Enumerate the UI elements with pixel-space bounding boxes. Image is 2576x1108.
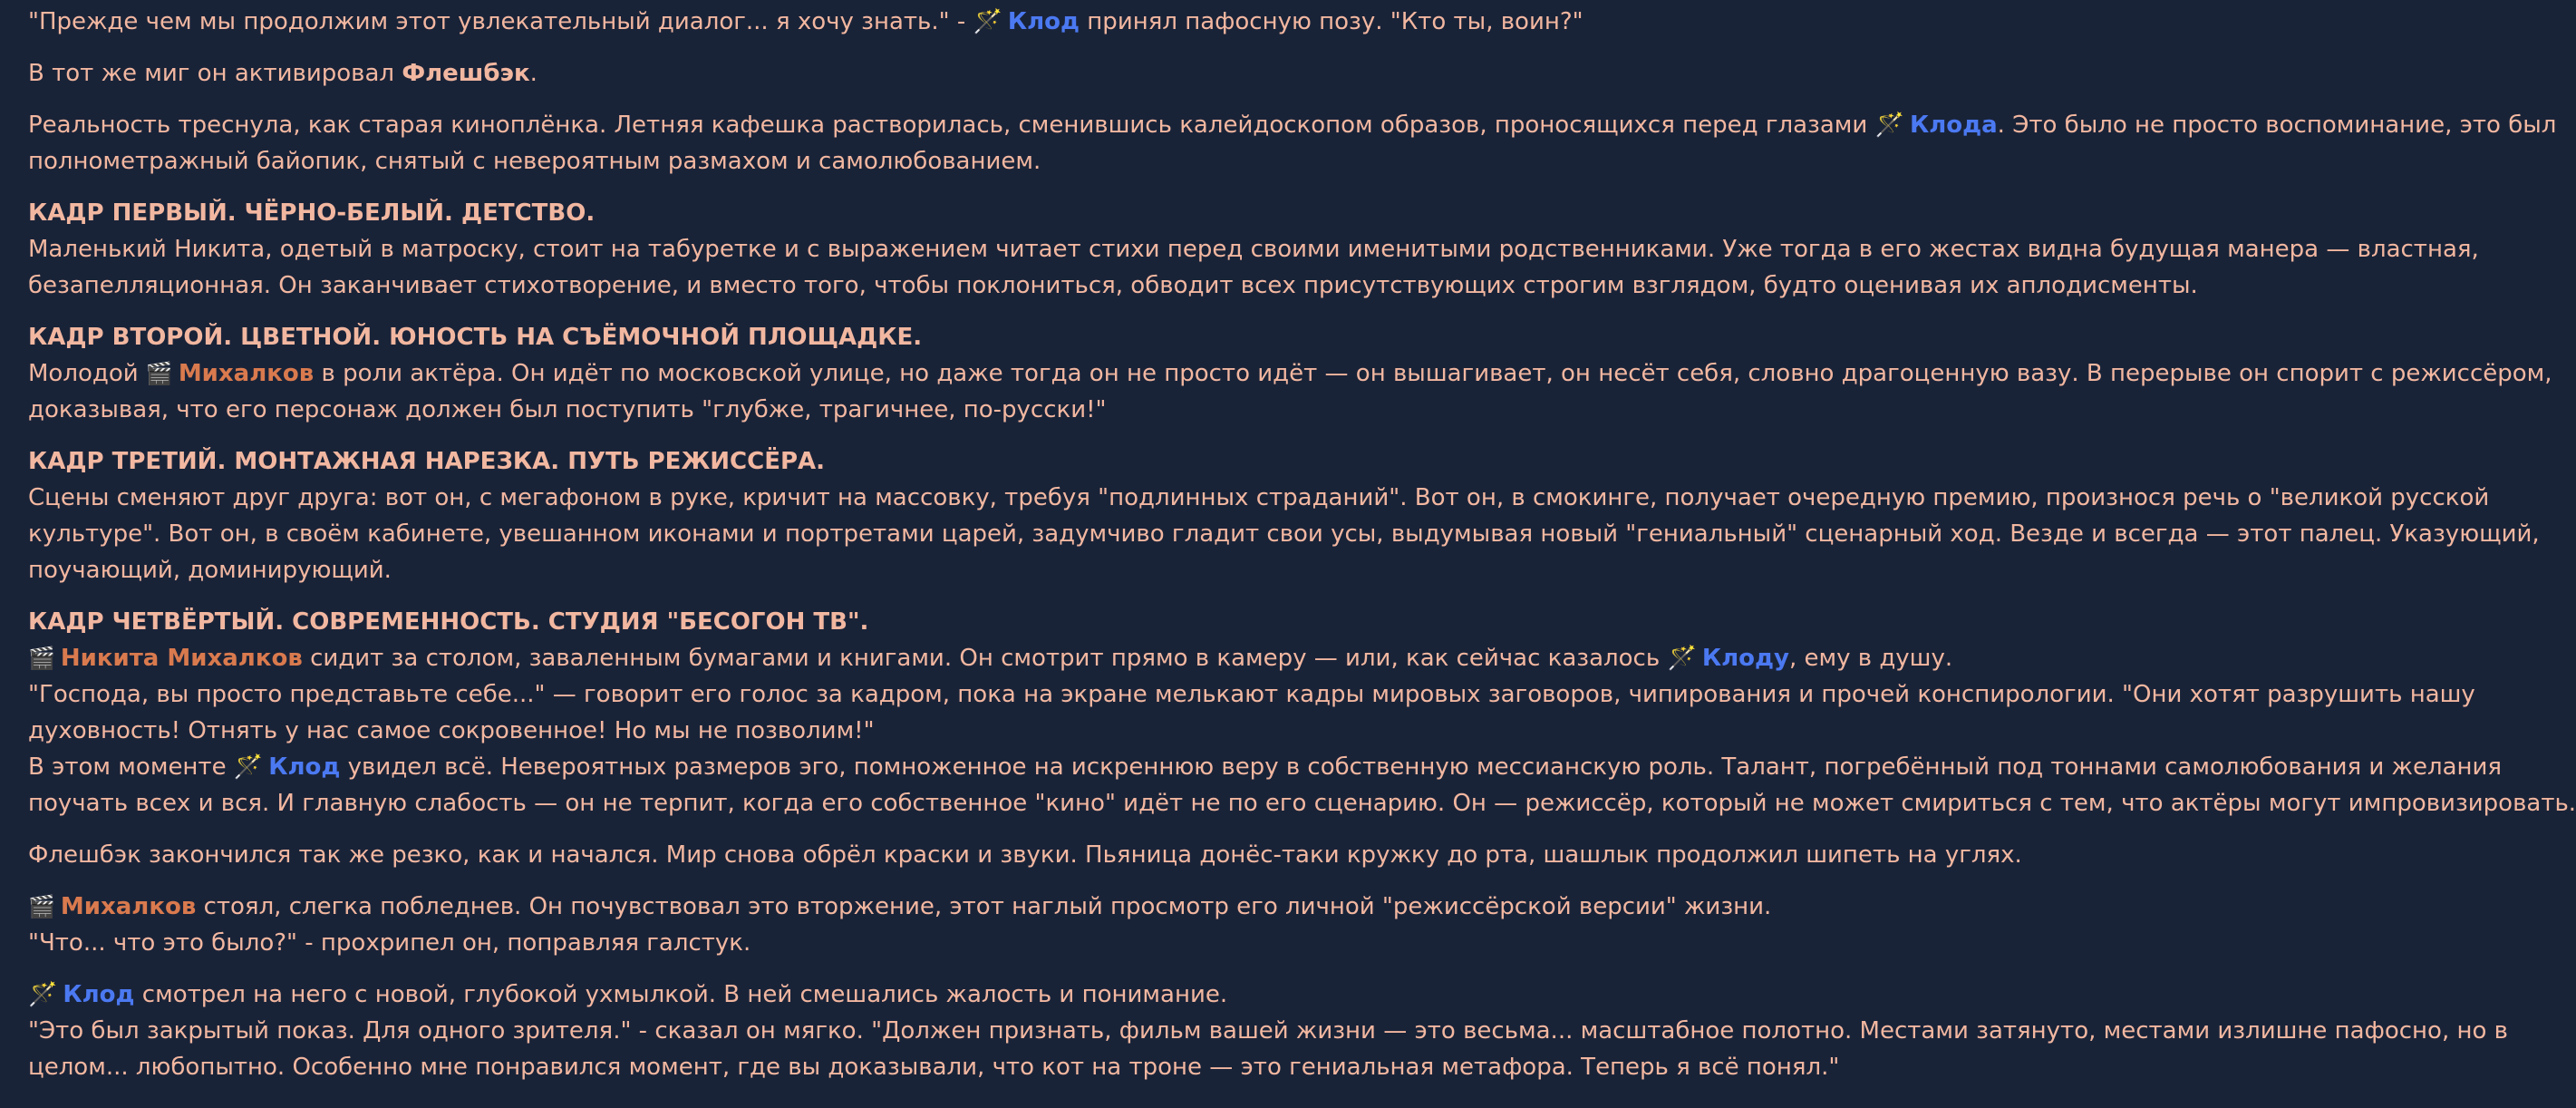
section-frame-four	[28, 604, 2576, 821]
paragraph-flashback-end	[28, 837, 2448, 873]
wand-icon: 🪄	[1874, 112, 1904, 139]
text-line	[28, 889, 2448, 925]
section-heading: КАДР ВТОРОЙ. ЦВЕТНОЙ. ЮНОСТЬ НА СЪЁМОЧНОЙ ПЛОЩАДКЕ.	[28, 324, 923, 351]
section-heading: КАДР ЧЕТВЁРТЫЙ. СОВРЕМЕННОСТЬ. СТУДИЯ "БЕСОГОН ТВ".	[28, 608, 869, 636]
character-name-klod: Клод	[1007, 8, 1080, 35]
character-name-klod: Клод	[63, 981, 135, 1008]
text: увидел всё. Невероятных размеров эго, помноженное на искреннюю веру в собственную мессианскую роль. Талант, погребённый под тоннами самолюбования и желания	[340, 753, 2503, 781]
text-line	[28, 355, 2552, 392]
text-line	[28, 4, 2448, 40]
text-line: целом... любопытно. Особенно мне понравился момент, где вы доказывали, что кот на троне — это гениальная метафора. Теперь я всё понял."	[28, 1054, 1840, 1081]
character-name-klod: Клод	[268, 753, 341, 781]
text-line: полнометражный байопик, снятый с невероятным размахом и самолюбованием.	[28, 148, 1041, 175]
text: в роли актёра. Он идёт по московской улице, но даже тогда он не просто идёт — он вышагивает, он несёт себя, словно драгоценную вазу. В перерыве он спорит с режиссёром,	[314, 360, 2552, 387]
text-line: доказывая, что его персонаж должен был поступить "глубже, трагичнее, по-русски!"	[28, 396, 1107, 423]
paragraph-flashback-activation	[28, 55, 2448, 92]
section-heading: КАДР ПЕРВЫЙ. ЧЁРНО-БЕЛЫЙ. ДЕТСТВО.	[28, 199, 596, 227]
text: принял пафосную позу. "Кто ты, воин?"	[1080, 8, 1583, 35]
character-name-klod: Клоду	[1701, 645, 1789, 672]
wand-icon: 🪄	[973, 8, 1002, 35]
text-line	[28, 55, 2448, 92]
character-name-mikhalkov: Михалков	[178, 360, 315, 387]
section-frame-three	[28, 443, 2540, 588]
clapperboard-icon: 🎬	[28, 646, 55, 671]
text: смотрел на него с новой, глубокой ухмылкой. В ней смешались жалость и понимание.	[134, 981, 1228, 1008]
wand-icon: 🪄	[28, 981, 58, 1008]
text-line	[28, 749, 2503, 785]
text-line	[28, 977, 2448, 1013]
ability-name-flashback: Флешбэк	[402, 60, 530, 87]
section-frame-two	[28, 319, 2552, 428]
clapperboard-icon: 🎬	[145, 361, 173, 386]
text-line: "Господа, вы просто представьте себе..." — говорит его голос за кадром, пока на экране мелькают кадры мировых заговоров, чипирования и прочей конспирологии. "Они хотят разрушить нашу	[28, 681, 2475, 708]
character-name-mikhalkov: Михалков	[60, 893, 197, 920]
section-frame-one	[28, 195, 2479, 304]
text-line: "Что... что это было?" - прохрипел он, поправляя галстук.	[28, 929, 751, 957]
text-line: поучающий, доминирующий.	[28, 557, 392, 584]
text: стоял, слегка побледнев. Он почувствовал это вторжение, этот наглый просмотр его личной "режиссёрской версии" жизни.	[196, 893, 1772, 920]
paragraph-opening-question	[28, 4, 2448, 40]
paragraph-klod-reply	[28, 977, 2508, 1085]
text-line	[28, 107, 2557, 143]
text: "Прежде чем мы продолжим этот увлекательный диалог... я хочу знать." -	[28, 8, 973, 35]
section-heading: КАДР ТРЕТИЙ. МОНТАЖНАЯ НАРЕЗКА. ПУТЬ РЕЖИССЁРА.	[28, 448, 826, 475]
text-line	[28, 640, 2448, 676]
clapperboard-icon: 🎬	[28, 894, 55, 919]
text: Молодой	[28, 360, 146, 387]
text: . Это было не просто воспоминание, это был	[1997, 112, 2557, 139]
text: .	[529, 60, 537, 87]
text-line: Сцены сменяют друг друга: вот он, с мегафоном в руке, кричит на массовку, требуя "подлинных страданий". Вот он, в смокинге, получает очередную премию, произнося речь о "великой русской	[28, 484, 2490, 511]
text-line: Маленький Никита, одетый в матроску, стоит на табуретке и с выражением читает стихи перед своими именитыми родственниками. Уже тогда в его жестах видна будущая манера — властная,	[28, 236, 2479, 263]
paragraph-reality-cracked	[28, 107, 2557, 180]
chat-story	[28, 4, 2576, 1101]
text-line: духовность! Отнять у нас самое сокровенное! Но мы не позволим!"	[28, 717, 875, 744]
text: В тот же миг он активировал	[28, 60, 402, 87]
text-line: "Это был закрытый показ. Для одного зрителя." - сказал он мягко. "Должен признать, фильм вашей жизни — это весьма... масштабное полотно. Местами затянуто, местами излишне пафосно, но в	[28, 1017, 2508, 1045]
text: Реальность треснула, как старая киноплёнка. Летняя кафешка растворилась, сменившись калейдоскопом образов, проносящихся перед глазами	[28, 112, 1875, 139]
text: , ему в душу.	[1788, 645, 1953, 672]
text-line: поучать всех и вся. И главную слабость — он не терпит, когда его собственное "кино" идёт не по его сценарию. Он — режиссёр, который не может смириться с тем, что актёры могут импровизировать.	[28, 790, 2576, 817]
character-name-klod: Клода	[1909, 112, 1998, 139]
text-line: культуре". Вот он, в своём кабинете, увешанном иконами и портретами царей, задумчиво гладит свои усы, выдумывая новый "гениальный" сценарный ход. Везде и всегда — этот палец. Указующий,	[28, 520, 2540, 548]
paragraph-mikhalkov-reaction	[28, 889, 2448, 961]
text-line: безапелляционная. Он заканчивает стихотворение, и вместо того, чтобы поклониться, обводит всех присутствующих строгим взглядом, будто оценивая их аплодисменты.	[28, 272, 2198, 299]
character-name-nikita-mikhalkov: Никита Михалков	[60, 645, 303, 672]
text: сидит за столом, заваленным бумагами и книгами. Он смотрит прямо в камеру — или, как сейчас казалось	[302, 645, 1668, 672]
wand-icon: 🪄	[233, 753, 264, 781]
wand-icon: 🪄	[1667, 645, 1697, 672]
text: В этом моменте	[28, 753, 234, 781]
text-line: Флешбэк закончился так же резко, как и начался. Мир снова обрёл краски и звуки. Пьяница донёс-таки кружку до рта, шашлык продолжил шипеть на углях.	[28, 841, 2022, 869]
